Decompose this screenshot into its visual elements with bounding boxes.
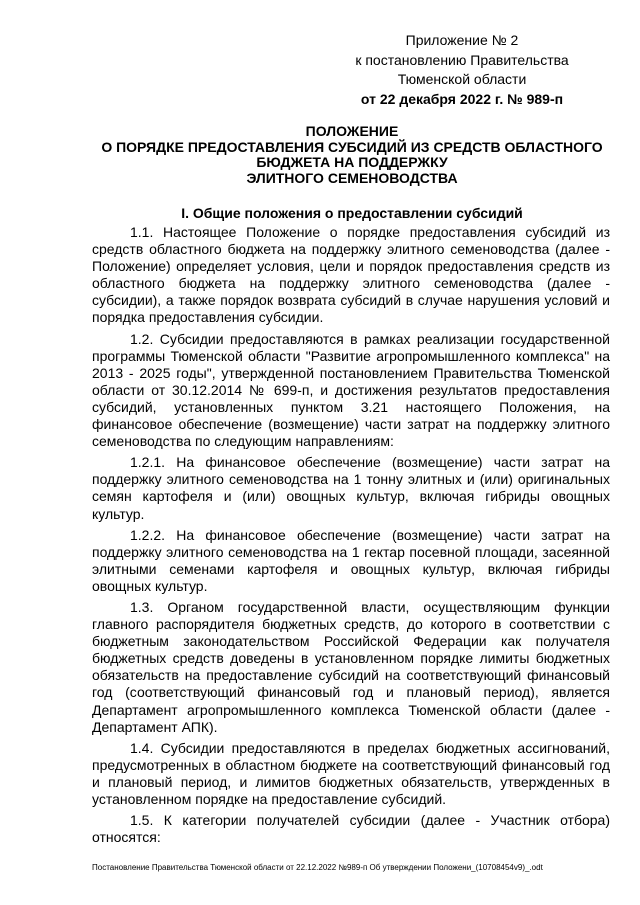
paragraph-1-2: 1.2. Субсидии предоставляются в рамках реализации государственной программы Тюменской области "Развитие агропромышленного комплекса" на 2013 - 2025 годы", утвержденной постановлением Правительства Тюменской области от 30.12.2014 № 699-п, и достижения результатов предоставления субсидий, установленных пунктом 3.21 настоящего Положения, на финансовое обеспечение (возмещение) части затрат на поддержку элитного семеноводства по следующим направлениям: xyxy=(92,330,610,450)
appendix-reference: к постановлению Правительства xyxy=(355,51,569,68)
title-line-3: БЮДЖЕТА НА ПОДДЕРЖКУ xyxy=(256,154,448,170)
title-line-4: ЭЛИТНОГО СЕМЕНОВОДСТВА xyxy=(246,169,458,186)
paragraph-1-5: 1.5. К категории получателей субсидии (далее - Участник отбора) относятся: xyxy=(92,812,610,846)
appendix-block xyxy=(332,31,592,109)
title-line-2: О ПОРЯДКЕ ПРЕДОСТАВЛЕНИЯ СУБСИДИЙ ИЗ СРЕДСТВ ОБЛАСТНОГО xyxy=(101,138,603,155)
document-title xyxy=(92,124,612,186)
appendix-number: Приложение № 2 xyxy=(405,32,519,48)
paragraph-1-2-1: 1.2.1. На финансовое обеспечение (возмещение) части затрат на поддержку элитного семеноводства на 1 тонну элитных и (или) оригинальных семян картофеля и (или) овощных культур, включая гибриды овощных культур. xyxy=(92,454,610,522)
title-line-1: ПОЛОЖЕНИЕ xyxy=(305,123,399,139)
section-heading: I. Общие положения о предоставлении субсидий xyxy=(181,205,523,221)
paragraph-1-1: 1.1. Настоящее Положение о порядке предоставления субсидий из средств областного бюджета на поддержку элитного семеноводства (далее - Положение) определяет условия, цели и порядок предоставления средств из областного бюджета на поддержку элитного семеноводства (далее - субсидии), а также порядок возврата субсидий в случае нарушения условий и порядка предоставления субсидии. xyxy=(92,224,610,326)
page-footer: Постановление Правительства Тюменской области от 22.12.2022 №989-п Об утверждении Положени_(10708454v9)_.odt xyxy=(92,863,543,872)
appendix-region: Тюменской области xyxy=(397,71,527,87)
paragraph-1-4: 1.4. Субсидии предоставляются в пределах бюджетных ассигнований, предусмотренных в областном бюджете на соответствующий финансовый год и плановый период, и лимитов бюджетных обязательств, утвержденных в установленном порядке на предоставление субсидий. xyxy=(92,739,610,807)
appendix-date: от 22 декабря 2022 г. № 989-п xyxy=(360,90,564,107)
document-body xyxy=(92,224,610,850)
paragraph-1-3: 1.3. Органом государственной власти, осуществляющим функции главного распорядителя бюджетных средств, до которого в соответствии с бюджетным законодательством Российской Федерации как получателя бюджетных средств доведены в установленном порядке лимиты бюджетных обязательств на предоставление субсидий на соответствующий финансовый год (соответствующий финансовый год и плановый период), является Департамент агропромышленного комплекса Тюменской области (далее - Департамент АПК). xyxy=(92,598,610,735)
paragraph-1-2-2: 1.2.2. На финансовое обеспечение (возмещение) части затрат на поддержку элитного семеноводства на 1 гектар посевной площади, засеянной элитными семенами картофеля и овощных культур, включая гибриды овощных культур. xyxy=(92,526,610,594)
